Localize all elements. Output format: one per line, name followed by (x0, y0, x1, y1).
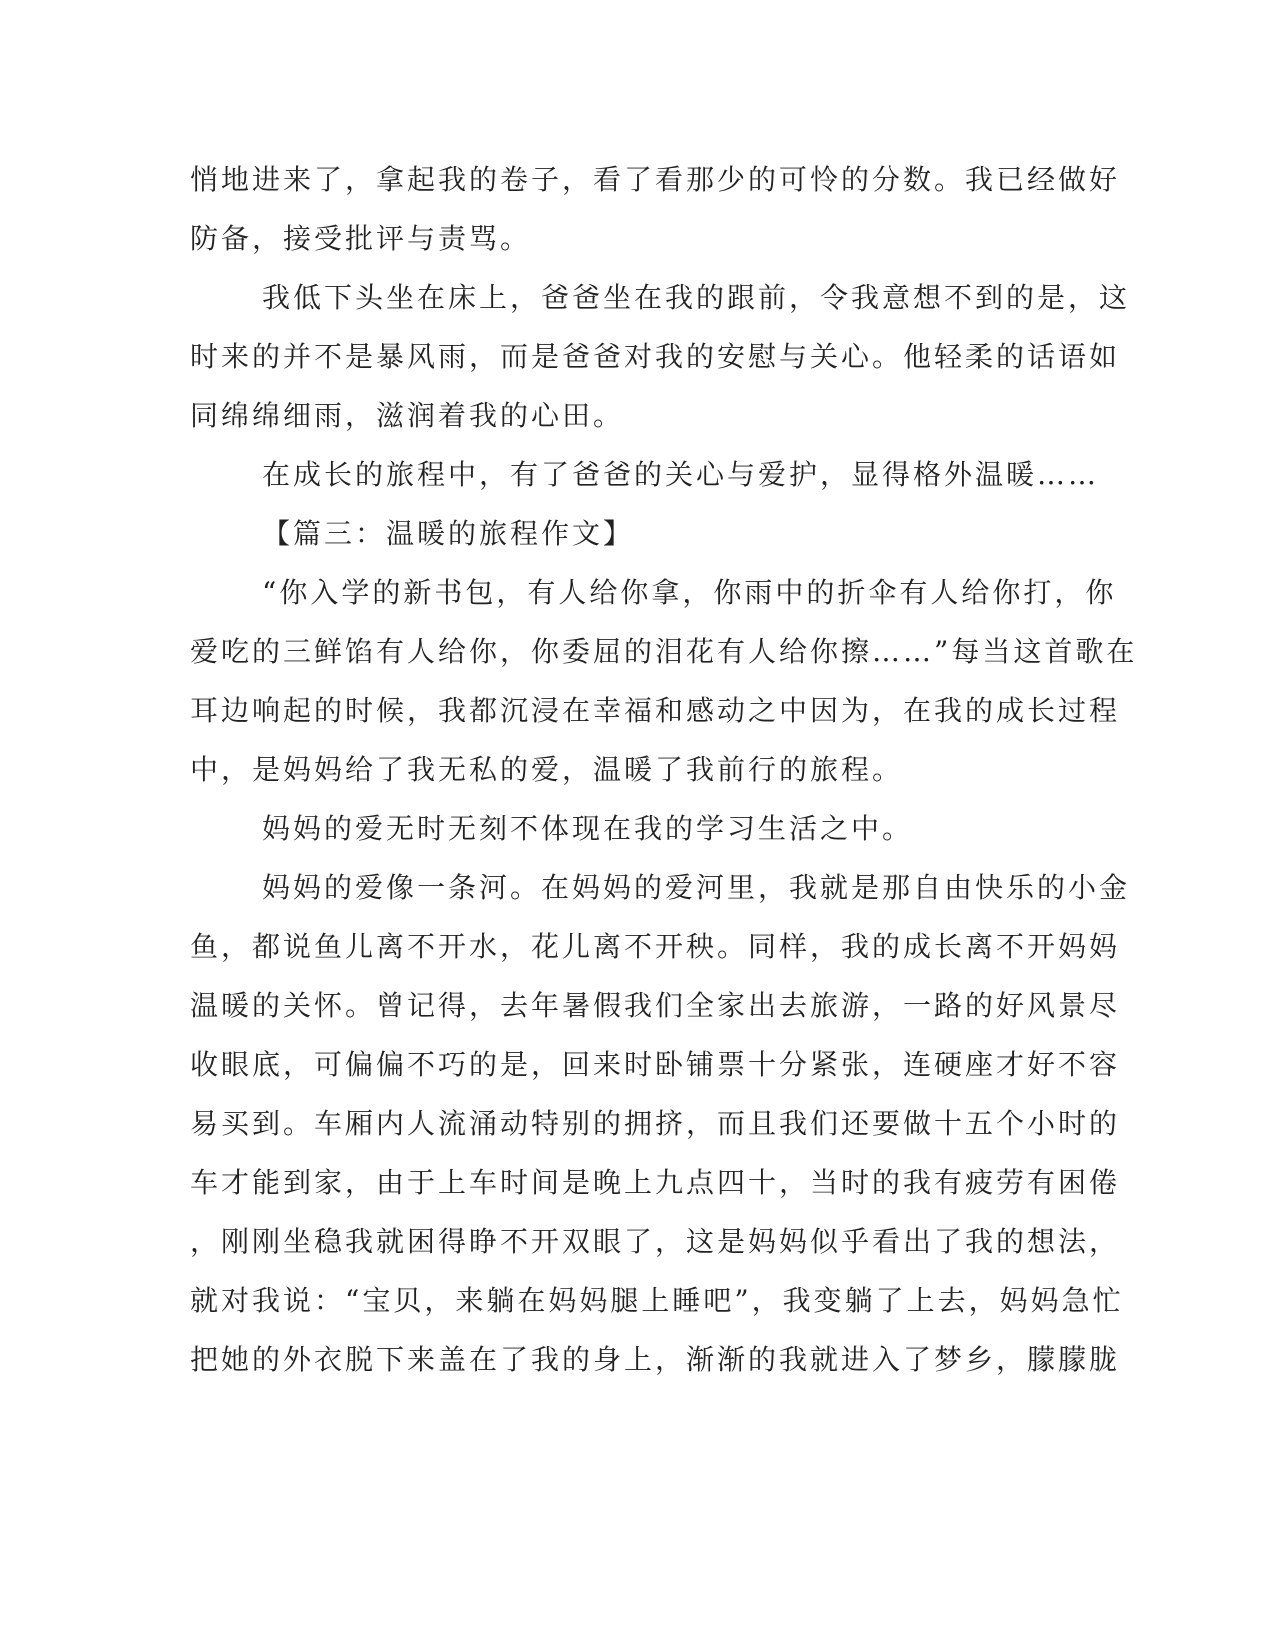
text-line: 把她的外衣脱下来盖在了我的身上，渐渐的我就进入了梦乡，朦朦胧 (190, 1343, 1121, 1376)
text-line: 鱼，都说鱼儿离不开水，花儿离不开秧。同样，我的成长离不开妈妈 (190, 930, 1121, 963)
text-line: 爱吃的三鲜馅有人给你，你委屈的泪花有人给你擦……”每当这首歌在 (190, 635, 1138, 668)
text-line: 车才能到家，由于上车时间是晚上九点四十，当时的我有疲劳有困倦 (190, 1166, 1121, 1199)
text-line: 就对我说：“宝贝，来躺在妈妈腿上睡吧”，我变躺了上去，妈妈急忙 (190, 1284, 1124, 1317)
text-line: 同绵绵细雨，滋润着我的心田。 (190, 399, 625, 432)
text-line: 中，是妈妈给了我无私的爱，温暖了我前行的旅程。 (190, 753, 904, 786)
text-line: 悄地进来了，拿起我的卷子，看了看那少的可怜的分数。我已经做好 (190, 163, 1121, 196)
paragraph-start-line: “你入学的新书包，有人给你拿，你雨中的折伞有人给你打，你 (262, 576, 1117, 609)
text-line: 耳边响起的时候，我都沉浸在幸福和感动之中因为，在我的成长过程 (190, 694, 1121, 727)
text-line: 时来的并不是暴风雨，而是爸爸对我的安慰与关心。他轻柔的话语如 (190, 340, 1121, 373)
text-line: ，刚刚坐稳我就困得睁不开双眼了，这是妈妈似乎看出了我的想法， (190, 1225, 1121, 1258)
paragraph-start-line: 在成长的旅程中，有了爸爸的关心与爱护，显得格外温暖…… (262, 458, 1100, 491)
text-line: 收眼底，可偏偏不巧的是，回来时卧铺票十分紧张，连硬座才好不容 (190, 1048, 1121, 1081)
paragraph-start-line: 我低下头坐在床上，爸爸坐在我的跟前，令我意想不到的是，这 (262, 281, 1131, 314)
paragraph-start-line: 妈妈的爱无时无刻不体现在我的学习生活之中。 (262, 812, 914, 845)
paragraph-start-line: 妈妈的爱像一条河。在妈妈的爱河里，我就是那自由快乐的小金 (262, 871, 1131, 904)
text-line: 防备，接受批评与责骂。 (190, 222, 532, 255)
text-line: 易买到。车厢内人流涌动特别的拥挤，而且我们还要做十五个小时的 (190, 1107, 1121, 1140)
section-heading: 【篇三：温暖的旅程作文】 (262, 517, 635, 550)
text-line: 温暖的关怀。曾记得，去年暑假我们全家出去旅游，一路的好风景尽 (190, 989, 1121, 1022)
